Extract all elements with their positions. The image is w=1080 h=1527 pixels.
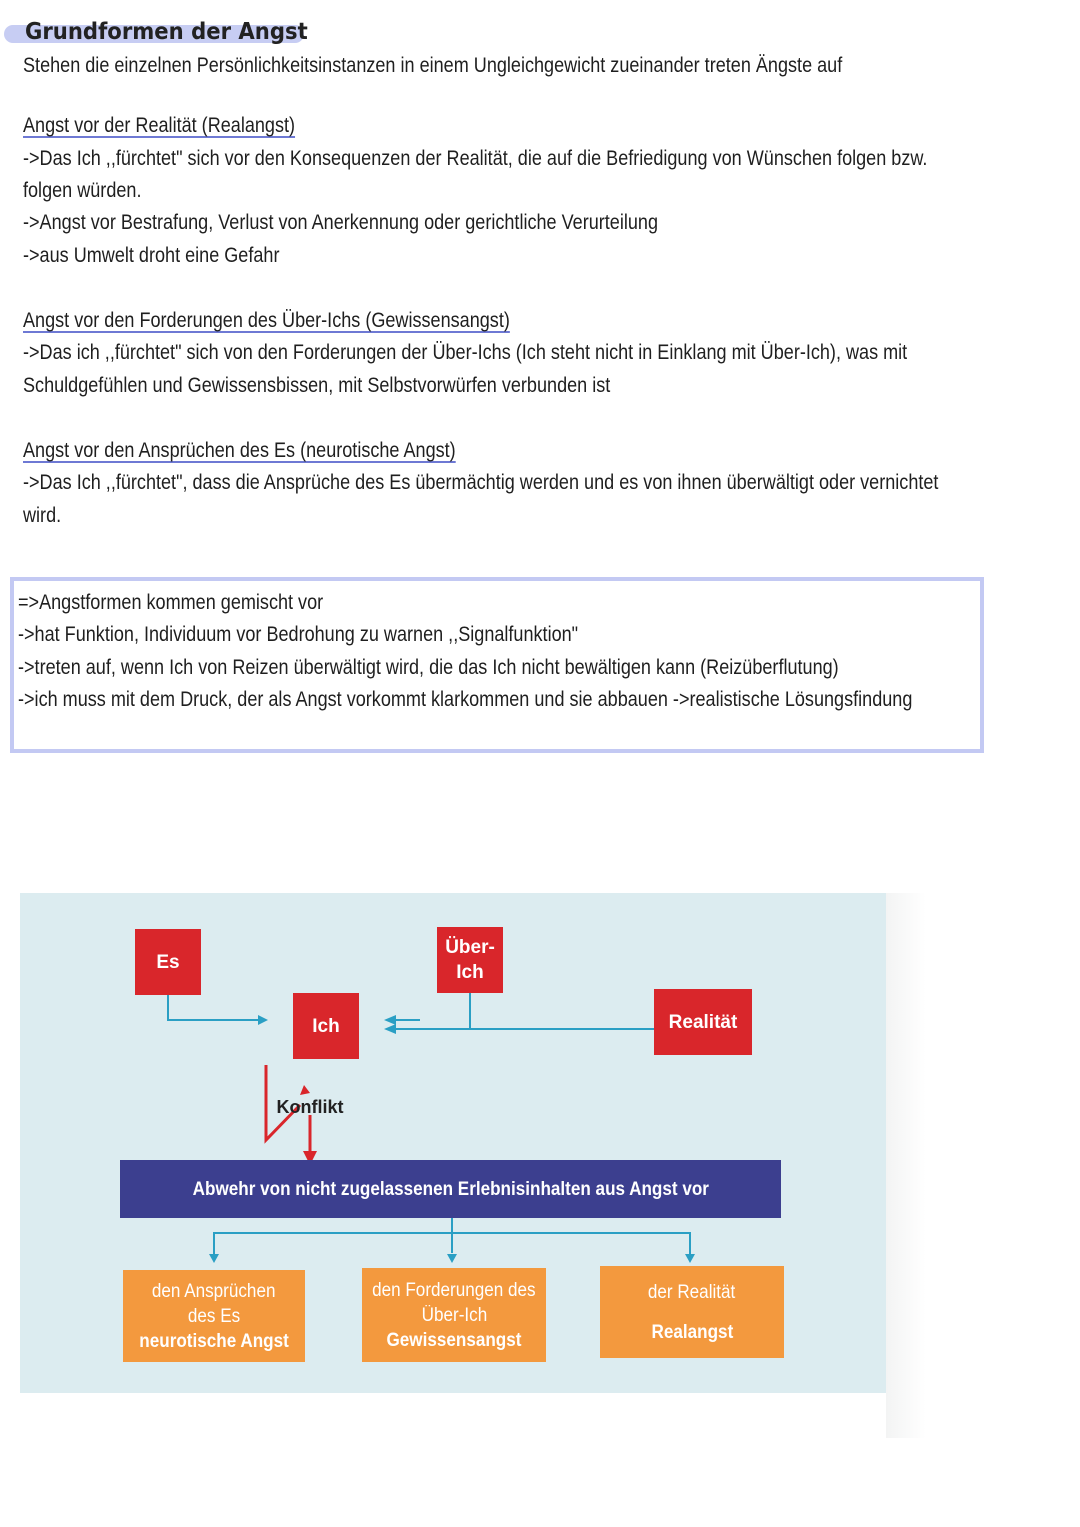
psyche-diagram (20, 893, 886, 1393)
summary-box (10, 577, 984, 753)
summary-line: ->treten auf, wenn Ich von Reizen überwältigt wird, die das Ich nicht bewältigen kann (Reizüberflutung) (18, 656, 839, 679)
section-line: ->Das ich ,,fürchtet" sich von den Forderungen der Über-Ichs (Ich steht nicht in Einklang mit Über-Ich), was mit (23, 341, 908, 364)
section-line: ->Angst vor Bestrafung, Verlust von Anerkennung oder gerichtliche Verurteilung (23, 211, 659, 234)
page-title: Grundformen der Angst (25, 19, 308, 45)
abwehr-label: Abwehr von nicht zugelassenen Erlebnisinhalten aus Angst vor (192, 1178, 709, 1200)
outcome-line: des Es (187, 1305, 241, 1327)
outcome-neurotische-angst (123, 1270, 305, 1362)
outcome-line: den Forderungen des (372, 1279, 536, 1301)
section-line: ->Das Ich ,,fürchtet" sich vor den Konsequenzen der Realität, die auf die Befriedigung von Wünschen folgen bzw. (23, 147, 928, 170)
outcome-label: Realangst (651, 1321, 733, 1343)
section-line: ->aus Umwelt droht eine Gefahr (23, 244, 280, 267)
konflikt-label: Konflikt (276, 1096, 344, 1117)
ueber-ich-line: Ich (456, 962, 484, 983)
es-to-ich-arrow (168, 995, 260, 1020)
outcome-line: Über-Ich (421, 1304, 487, 1326)
outcome-gewissensangst (362, 1268, 546, 1362)
outcome-label: neurotische Angst (139, 1330, 289, 1352)
outcome-line: der Realität (648, 1281, 736, 1303)
section-heading-neurotische-angst: Angst vor den Ansprüchen des Es (neurotische Angst) (23, 439, 456, 462)
section-heading-gewissensangst: Angst vor den Forderungen des Über-Ichs (Gewissensangst) (23, 309, 510, 332)
ich-box: Ich (293, 993, 359, 1059)
section-line: Schuldgefühlen und Gewissensbissen, mit Selbstvorwürfen verbunden ist (23, 374, 611, 397)
abwehr-bar (120, 1160, 781, 1218)
outcome-line: den Ansprüchen (152, 1280, 276, 1302)
summary-line: ->hat Funktion, Individuum vor Bedrohung zu warnen ,,Signalfunktion" (18, 623, 579, 646)
es-box: Es (135, 929, 201, 995)
section-heading-realangst: Angst vor der Realität (Realangst) (23, 114, 296, 137)
ueber-ich-box (437, 927, 503, 993)
section-line: wird. (23, 504, 62, 527)
diagram-shadow (886, 893, 926, 1438)
summary-line: ->ich muss mit dem Druck, der als Angst vorkommt klarkommen und sie abbauen ->realistische Lösungsfindung (18, 688, 913, 711)
arrowhead (209, 1254, 219, 1263)
outcome-realangst (600, 1266, 784, 1358)
summary-line: =>Angstformen kommen gemischt vor (18, 591, 324, 614)
arrowhead (685, 1254, 695, 1263)
realitaet-box: Realität (654, 989, 752, 1055)
ueber-ich-line: Über- (445, 937, 495, 958)
arrowhead (447, 1254, 457, 1263)
outcome-label: Gewissensangst (386, 1329, 522, 1351)
section-line: ->Das Ich ,,fürchtet", dass die Ansprüche des Es übermächtig werden und es von ihnen überwältigt oder vernichtet (23, 471, 939, 494)
arrowhead (384, 1024, 396, 1034)
arrowhead (258, 1015, 268, 1025)
section-line: folgen würden. (23, 179, 142, 202)
intro-text: Stehen die einzelnen Persönlichkeitsinstanzen in einem Ungleichgewicht zueinander treten Ängste auf (23, 54, 843, 77)
